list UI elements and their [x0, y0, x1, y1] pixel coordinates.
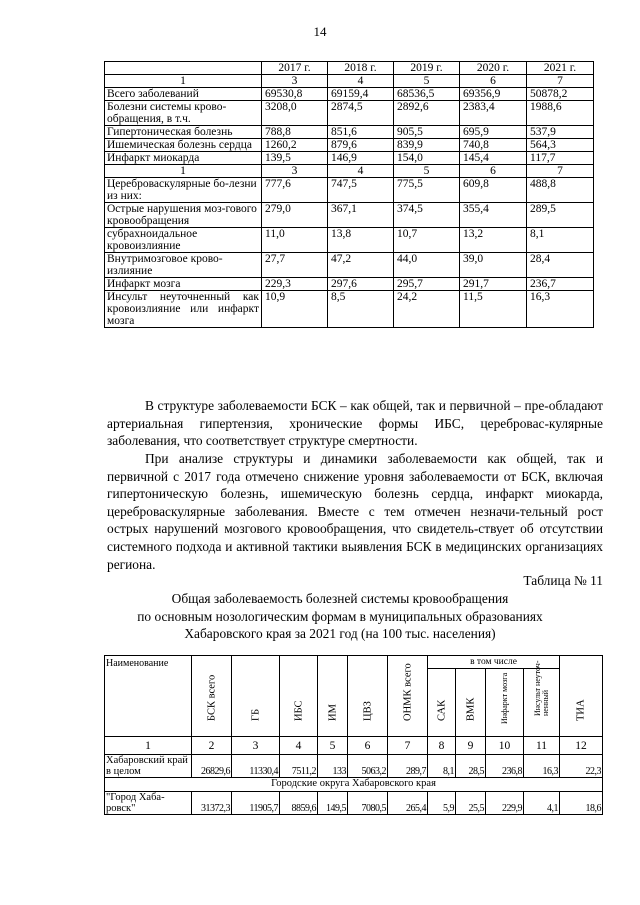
value-cell: 7511,2: [280, 755, 318, 778]
value-cell: 69356,9: [460, 88, 527, 101]
value-cell: 8,1: [527, 228, 594, 253]
index-cell: 5: [318, 737, 348, 755]
header-text: ТИА: [575, 699, 587, 721]
table-row: [105, 291, 594, 328]
table-title: [100, 590, 580, 643]
row-label: Цереброваскулярные бо-лезни из них:: [105, 178, 262, 203]
row-label: Гипертоническая болезнь: [105, 126, 262, 139]
header-text: Инсульт неуточ-ненный: [532, 660, 550, 716]
value-cell: 28,4: [527, 253, 594, 278]
value-cell: 146,9: [328, 152, 394, 165]
value-cell: 117,7: [527, 152, 594, 165]
index-row: [105, 737, 603, 755]
table-row: [105, 792, 603, 815]
value-cell: 11905,7: [232, 792, 280, 815]
table-title-line: по основным нозологическим формам в муниципальных образованиях: [137, 608, 543, 624]
index-cell: 1: [105, 737, 192, 755]
table-row: [105, 126, 594, 139]
paragraph-text: При анализе структуры и динамики заболеваемости как общей, так и первичной с 2017 года отмечено снижение уровня заболеваемости от БСК, включая гипертоническую болезнь, ишемическую болезнь сердца, инфаркт миокарда, цереброваскулярные заболевания. Вместе с тем отмечен незначи-тельный рост острых нарушений мозгового кровообращения, что свидетель-ствует об отсутствии системного подхода и активной тактики выявления БСК в медицинских организациях региона.: [107, 451, 603, 572]
column-header-sak: [428, 669, 456, 737]
value-cell: 145,4: [460, 152, 527, 165]
table-row: [105, 253, 594, 278]
value-cell: 839,9: [394, 139, 460, 152]
value-cell: 69159,4: [328, 88, 394, 101]
value-cell: 25,5: [456, 792, 486, 815]
value-cell: 4,1: [524, 792, 560, 815]
header-text: ЦВЗ: [362, 701, 373, 721]
value-cell: 291,7: [460, 278, 527, 291]
header-text: ВМК: [465, 697, 476, 721]
year-header: 2017 г.: [262, 62, 328, 75]
value-cell: 5063,2: [348, 755, 388, 778]
column-header-im: [318, 656, 348, 737]
value-cell: 229,9: [486, 792, 524, 815]
header-text: САК: [436, 699, 447, 721]
index-cell: 11: [524, 737, 560, 755]
column-header-insult: [524, 660, 560, 737]
value-cell: 289,7: [388, 755, 428, 778]
value-cell: 905,5: [394, 126, 460, 139]
header-empty-cell: [105, 62, 262, 75]
table-row: [105, 178, 594, 203]
column-header-vmk: [456, 669, 486, 737]
page-number: 14: [313, 24, 327, 39]
section-label: Городские округа Хабаровского края: [105, 778, 603, 792]
table-title-line: Общая заболеваемость болезней системы кровообращения: [171, 591, 509, 606]
morbidity-dynamics-table: [104, 61, 594, 328]
value-cell: 24,2: [394, 291, 460, 328]
value-cell: 488,8: [527, 178, 594, 203]
value-cell: 28,5: [456, 755, 486, 778]
index-row: [105, 75, 594, 88]
row-label: Болезни системы крово-обращения, в т.ч.: [105, 101, 262, 126]
value-cell: 27,7: [262, 253, 328, 278]
value-cell: 18,6: [560, 792, 603, 815]
value-cell: 13,2: [460, 228, 527, 253]
index-cell: 12: [560, 737, 603, 755]
value-cell: 775,5: [394, 178, 460, 203]
index-cell: 10: [486, 737, 524, 755]
header-text: ИМ: [327, 704, 338, 721]
table-title-line: Хабаровского края за 2021 год (на 100 тыс. населения): [184, 626, 496, 641]
value-cell: 31372,3: [192, 792, 232, 815]
paragraph-text: В структуре заболеваемости БСК – как общей, так и первичной – пре-обладают артериальная гипертензия, хронические формы ИБС, церебровас-кулярные заболевания, что соответствует структуре смертности.: [107, 398, 603, 449]
header-text: БСК всего: [206, 674, 217, 721]
value-cell: 10,9: [262, 291, 328, 328]
year-header: 2018 г.: [328, 62, 394, 75]
year-header: 2021 г.: [527, 62, 594, 75]
table-row: [105, 139, 594, 152]
table-row: [105, 755, 603, 778]
year-header: 2019 г.: [394, 62, 460, 75]
index-cell: 6: [460, 165, 527, 178]
value-cell: 609,8: [460, 178, 527, 203]
value-cell: 16,3: [524, 755, 560, 778]
column-header-ibs: [280, 656, 318, 737]
value-cell: 564,3: [527, 139, 594, 152]
index-cell: 3: [262, 75, 328, 88]
value-cell: 740,8: [460, 139, 527, 152]
column-header-cvz: [348, 656, 388, 737]
header-text: ОНМК всего: [402, 663, 413, 721]
column-header-name: Наименование: [105, 656, 192, 737]
index-cell: 9: [456, 737, 486, 755]
index-cell: 7: [388, 737, 428, 755]
value-cell: 3208,0: [262, 101, 328, 126]
value-cell: 374,5: [394, 203, 460, 228]
row-label: Инфаркт миокарда: [105, 152, 262, 165]
row-label: Хабаровский край в целом: [105, 755, 192, 778]
index-cell: 4: [328, 165, 394, 178]
value-cell: 851,6: [328, 126, 394, 139]
value-cell: 16,3: [527, 291, 594, 328]
value-cell: 11,5: [460, 291, 527, 328]
index-cell: 3: [262, 165, 328, 178]
value-cell: 10,7: [394, 228, 460, 253]
value-cell: 8,1: [428, 755, 456, 778]
value-cell: 8859,6: [280, 792, 318, 815]
column-header-onmk: [388, 656, 428, 737]
column-header-bsk: [192, 656, 232, 737]
index-cell: 2: [192, 737, 232, 755]
row-label: Инсульт неуточненный как кровоизлияние или инфаркт мозга: [105, 291, 262, 328]
value-cell: 47,2: [328, 253, 394, 278]
row-label: Инфаркт мозга: [105, 278, 262, 291]
value-cell: 777,6: [262, 178, 328, 203]
header-text: ГБ: [250, 708, 261, 721]
table-row: [105, 88, 594, 101]
column-header-gb: [232, 656, 280, 737]
value-cell: 44,0: [394, 253, 460, 278]
index-cell: 6: [460, 75, 527, 88]
row-label: Ишемическая болезнь сердца: [105, 139, 262, 152]
index-cell: 5: [394, 165, 460, 178]
value-cell: 879,6: [328, 139, 394, 152]
value-cell: 2874,5: [328, 101, 394, 126]
index-cell: 4: [280, 737, 318, 755]
index-row: [105, 165, 594, 178]
value-cell: 2383,4: [460, 101, 527, 126]
index-cell: 3: [232, 737, 280, 755]
row-label: Всего заболеваний: [105, 88, 262, 101]
value-cell: 69530,8: [262, 88, 328, 101]
value-cell: 39,0: [460, 253, 527, 278]
year-header: 2020 г.: [460, 62, 527, 75]
table-row: [105, 101, 594, 126]
value-cell: 11330,4: [232, 755, 280, 778]
value-cell: 8,5: [328, 291, 394, 328]
value-cell: 367,1: [328, 203, 394, 228]
table-row: [105, 152, 594, 165]
value-cell: 295,7: [394, 278, 460, 291]
value-cell: 22,3: [560, 755, 603, 778]
section-row: [105, 778, 603, 792]
value-cell: 229,3: [262, 278, 328, 291]
value-cell: 788,8: [262, 126, 328, 139]
value-cell: 26829,6: [192, 755, 232, 778]
table-row: [105, 228, 594, 253]
value-cell: 236,8: [486, 755, 524, 778]
value-cell: 695,9: [460, 126, 527, 139]
paragraph-structure: [107, 397, 603, 450]
value-cell: 1260,2: [262, 139, 328, 152]
table-number: Таблица № 11: [523, 573, 603, 588]
table-row: [105, 203, 594, 228]
index-cell: 4: [328, 75, 394, 88]
row-label: "Город Хаба-ровск": [105, 792, 192, 815]
value-cell: 297,6: [328, 278, 394, 291]
index-cell: 6: [348, 737, 388, 755]
value-cell: 139,5: [262, 152, 328, 165]
value-cell: 154,0: [394, 152, 460, 165]
column-header-tia: [560, 656, 603, 737]
value-cell: 149,5: [318, 792, 348, 815]
value-cell: 289,5: [527, 203, 594, 228]
municipal-morbidity-table: [104, 655, 603, 815]
index-cell: 8: [428, 737, 456, 755]
value-cell: 13,8: [328, 228, 394, 253]
index-cell: 7: [527, 75, 594, 88]
value-cell: 747,5: [328, 178, 394, 203]
index-cell: 5: [394, 75, 460, 88]
value-cell: 50878,2: [527, 88, 594, 101]
paragraph-analysis: [107, 450, 603, 573]
column-group-header: в том числе: [428, 656, 560, 669]
value-cell: 355,4: [460, 203, 527, 228]
index-cell: 7: [527, 165, 594, 178]
value-cell: 68536,5: [394, 88, 460, 101]
value-cell: 2892,6: [394, 101, 460, 126]
index-cell: 1: [105, 75, 262, 88]
value-cell: 537,9: [527, 126, 594, 139]
table-row: [105, 278, 594, 291]
row-label: Внутримозговое крово-излияние: [105, 253, 262, 278]
value-cell: 1988,6: [527, 101, 594, 126]
row-label: субрахноидальное кровоизлияние: [105, 228, 262, 253]
header-text: Инфаркт мозга: [499, 672, 509, 724]
value-cell: 11,0: [262, 228, 328, 253]
value-cell: 236,7: [527, 278, 594, 291]
row-label: Острые нарушения моз-гового кровообращения: [105, 203, 262, 228]
value-cell: 133: [318, 755, 348, 778]
column-header-infarkt: [486, 669, 524, 737]
header-text: ИБС: [293, 700, 304, 721]
value-cell: 279,0: [262, 203, 328, 228]
value-cell: 5,9: [428, 792, 456, 815]
index-cell: 1: [105, 165, 262, 178]
value-cell: 7080,5: [348, 792, 388, 815]
value-cell: 265,4: [388, 792, 428, 815]
